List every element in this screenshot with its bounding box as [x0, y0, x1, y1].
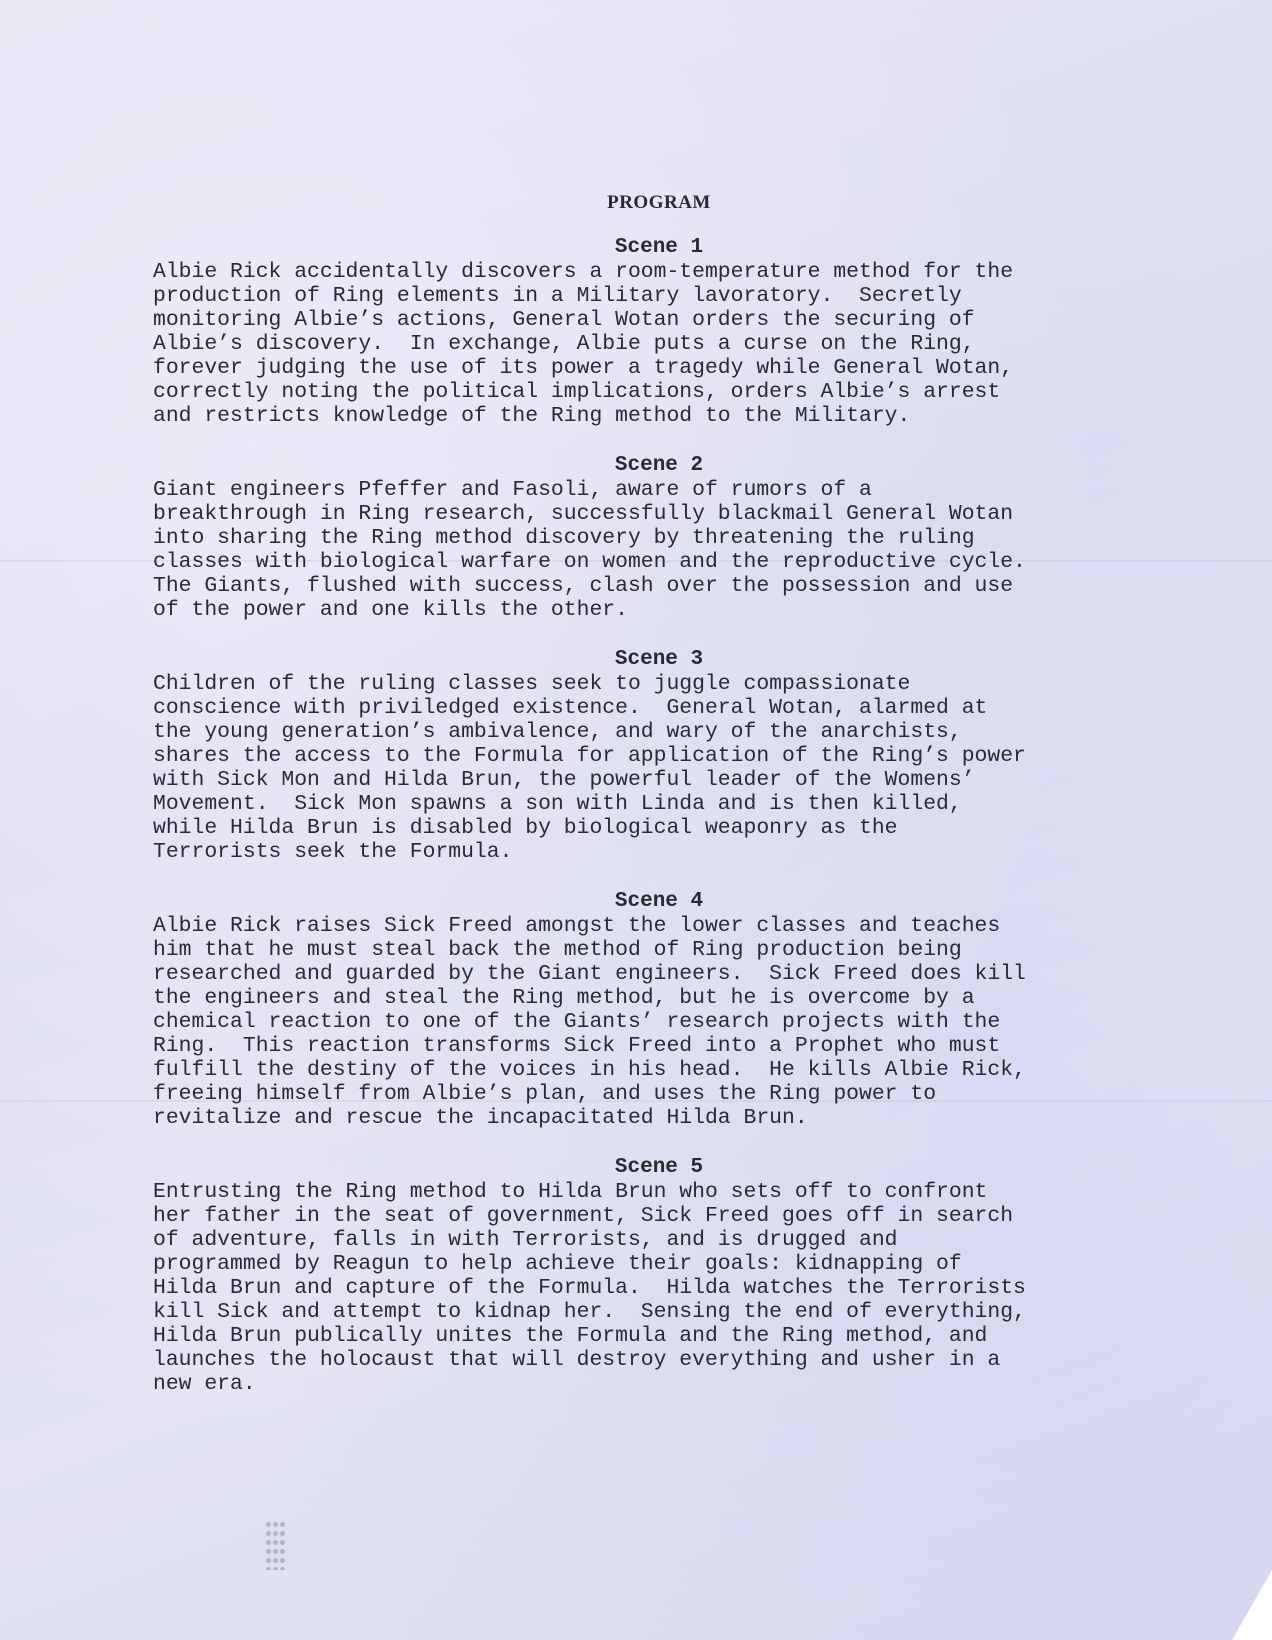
scene-heading: Scene 2	[614, 454, 704, 477]
scene-section	[153, 236, 1173, 428]
scene-section	[153, 890, 1173, 1130]
scene-description: Entrusting the Ring method to Hilda Brun who sets off to confront her father in the seat of government, Sick Freed goes off in search of adventure, falls in with Terrorists, and is drugged and programmed by Reagun to help achieve their goals: kidnapping of Hilda Brun and capture of the Formula. Hilda watches the Terrorists kill Sick and attempt to kidnap her. Sensing the end of everything, Hilda Brun publically unites the Formula and the Ring method, and launches the holocaust that will destroy everything and usher in a new era.	[153, 1180, 1026, 1396]
scene-description: Children of the ruling classes seek to juggle compassionate conscience with priviledged existence. General Wotan, alarmed at the young generation’s ambivalence, and wary of the anarchists, shares the access to the Formula for application of the Ring’s power with Sick Mon and Hilda Brun, the powerful leader of the Womens’ Movement. Sick Mon spawns a son with Linda and is then killed, while Hilda Brun is disabled by biological weaponry as the Terrorists seek the Formula.	[153, 672, 1026, 864]
scene-heading: Scene 5	[614, 1156, 704, 1179]
scene-description: Giant engineers Pfeffer and Fasoli, aware of rumors of a breakthrough in Ring research, successfully blackmail General Wotan into sharing the Ring method discovery by threatening the ruling classes with biological warfare on women and the reproductive cycle. The Giants, flushed with success, clash over the possession and use of the power and one kills the other.	[153, 478, 1026, 622]
scene-section	[153, 648, 1173, 864]
scene-heading: Scene 3	[614, 648, 704, 671]
program-document	[153, 192, 1173, 1422]
scene-description: Albie Rick raises Sick Freed amongst the lower classes and teaches him that he must steal back the method of Ring production being researched and guarded by the Giant engineers. Sick Freed does kill the engineers and steal the Ring method, but he is overcome by a chemical reaction to one of the Giants’ research projects with the Ring. This reaction transforms Sick Freed into a Prophet who must fulfill the destiny of the voices in his head. He kills Albie Rick, freeing himself from Albie’s plan, and uses the Ring power to revitalize and rescue the incapacitated Hilda Brun.	[153, 914, 1026, 1130]
torn-corner	[1232, 1570, 1272, 1640]
scene-section	[153, 1156, 1173, 1396]
scene-section	[153, 454, 1173, 622]
scene-description: Albie Rick accidentally discovers a room-temperature method for the production of Ring elements in a Military lavoratory. Secretly monitoring Albie’s actions, General Wotan orders the securing of Albie’s discovery. In exchange, Albie puts a curse on the Ring, forever judging the use of its power a tragedy while General Wotan, correctly noting the political implications, orders Albie’s arrest and restricts knowledge of the Ring method to the Military.	[153, 260, 1014, 428]
scene-heading: Scene 4	[614, 890, 704, 913]
ink-smudge	[265, 1520, 285, 1570]
page-title: PROGRAM	[607, 192, 711, 213]
scene-heading: Scene 1	[614, 236, 704, 259]
